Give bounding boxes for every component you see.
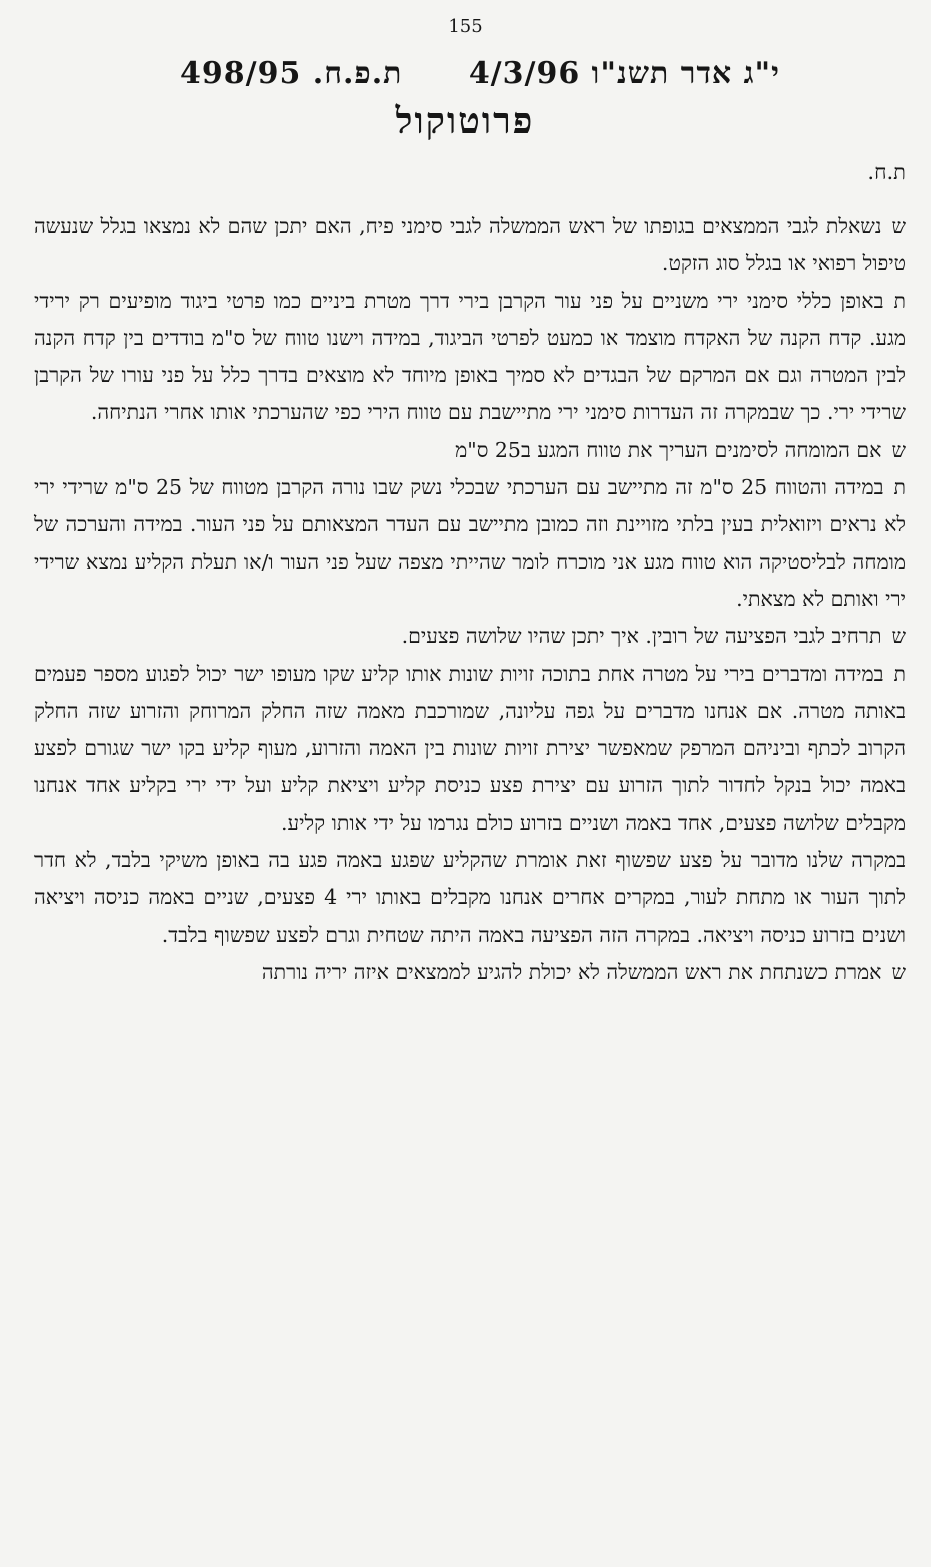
- speaker-tag: ת.ח.: [867, 160, 906, 184]
- protocol-paragraph: [34, 656, 906, 842]
- protocol-paragraph: [34, 432, 906, 469]
- document-title: פרוטוקול: [395, 100, 535, 142]
- protocol-paragraph: [34, 618, 906, 655]
- qa-marker: ש: [891, 214, 906, 238]
- paragraph-text: נשאלת לגבי הממצאים בגופתו של ראש הממשלה לגבי סימני פיח, האם יתכן שהם לא נמצאו בגלל שנעשה טיפול רפואי או בגלל סוג הזקט.: [34, 214, 906, 276]
- paragraph-text: במידה והטווח 25 ס"מ זה מתיישב עם הערכתי שבכלי נשק שבו נורה הקרבן מטווח של 25 ס"מ שרידי ירי לא נראים ויזואלית בעין בלתי מזויינת וזה כמובן מתיישב עם העדר המצאותם על פני העור. במידה והערכה של מומחה לבליסטיקה הוא טווח מגע אני מוכרח לומר שהייתי מצפה שעל פני העור ו/או תעלת הקליע נמצא שרידי ירי ואותם לא מצאתי.: [34, 475, 906, 611]
- header-line: [180, 56, 780, 91]
- paragraph-text: תרחיב לגבי הפציעה של רובין. איך יתכן שהיו שלושה פצעים.: [401, 624, 882, 649]
- header-case-number: ת.פ.ח. 498/95: [180, 56, 403, 91]
- paragraph-text: אמרת כשנתחת את ראש הממשלה לא יכולת להגיע לממצאים איזה יריה נורתה: [261, 959, 882, 984]
- protocol-paragraph: [34, 954, 906, 991]
- qa-marker: ש: [891, 624, 906, 649]
- header-date: י"ג אדר תשנ"ו 4/3/96: [468, 56, 780, 91]
- qa-marker: ש: [891, 959, 906, 984]
- qa-marker: ש: [891, 437, 906, 462]
- page-number: 155: [448, 16, 483, 37]
- paragraph-text: במקרה שלנו מדובר על פצע שפשוף זאת אומרת שהקליע שפגע באמה פגע בה באופן משיקי בלבד, לא חדר לתוך העור או מתחת לעור, במקרים אחרים אנחנו מקבלים באותו ירי 4 פצעים, שניים באמה כניסה ויציאה ושנים בזרוע כניסה ויציאה. במקרה הזה הפציעה באמה היתה שטחית וגרם לפצע שפשוף בלבד.: [34, 848, 907, 947]
- qa-marker: ת: [893, 288, 906, 313]
- protocol-paragraph: [34, 842, 906, 954]
- protocol-paragraph: [34, 469, 906, 618]
- protocol-paragraph: [34, 208, 906, 283]
- protocol-body: [34, 208, 906, 991]
- qa-marker: ת: [893, 661, 906, 686]
- protocol-paragraph: [34, 283, 906, 432]
- paragraph-text: באופן כללי סימני ירי משניים על פני עור הקרבן בירי דרך מטרת ביניים כמו פרטי ביגוד מופיעים רק ירידי מגע. קדח הקנה של האקדח מוצמד או כמעט לפרטי הביגוד, במידה וישנו טווח של ס"מ בודדים בין קדח הקנה לבין המטרה וגם אם המרקם של הבגדים לא סמיך באופן מיוחד לא מוצאים בדרך כלל על פני עורו של הקרבן שרידי ירי. כך שבמקרה זה העדרות סימני ירי מתיישבת עם טווח הירי כפי שהערכתי אותו אחרי הנתיחה.: [34, 288, 906, 425]
- qa-marker: ת: [893, 475, 906, 500]
- paragraph-text: במידה ומדברים בירי על מטרה אחת בתוכה זויות שונות אותו קליע שקו מעופו ישר יכול לפגוע מספר פעמים באותה מטרה. אם אנחנו מדברים על גפה עליונה, שמורכבת מאמה שזה החלק המרוחק והזרוע שזה החלק הקרוב לכתף וביניהם המרפק שמאפשר יצירת זויות שונות בין האמה והזרוע, מעוף קליע בקו ישר שגורם לפצע באמה יכול בנקל לחדור לתוך הזרוע עם יצירת פצע כניסת קליע ויציאת קליע ועל ידי ירי בקליע אחד אנחנו מקבלים שלושה פצעים, אחד באמה ושניים בזרוע כולם נגרמו על ידי אותו קליע.: [34, 661, 906, 835]
- paragraph-text: אם המומחה לסימנים העריך את טווח המגע ב25 ס"מ: [455, 437, 882, 462]
